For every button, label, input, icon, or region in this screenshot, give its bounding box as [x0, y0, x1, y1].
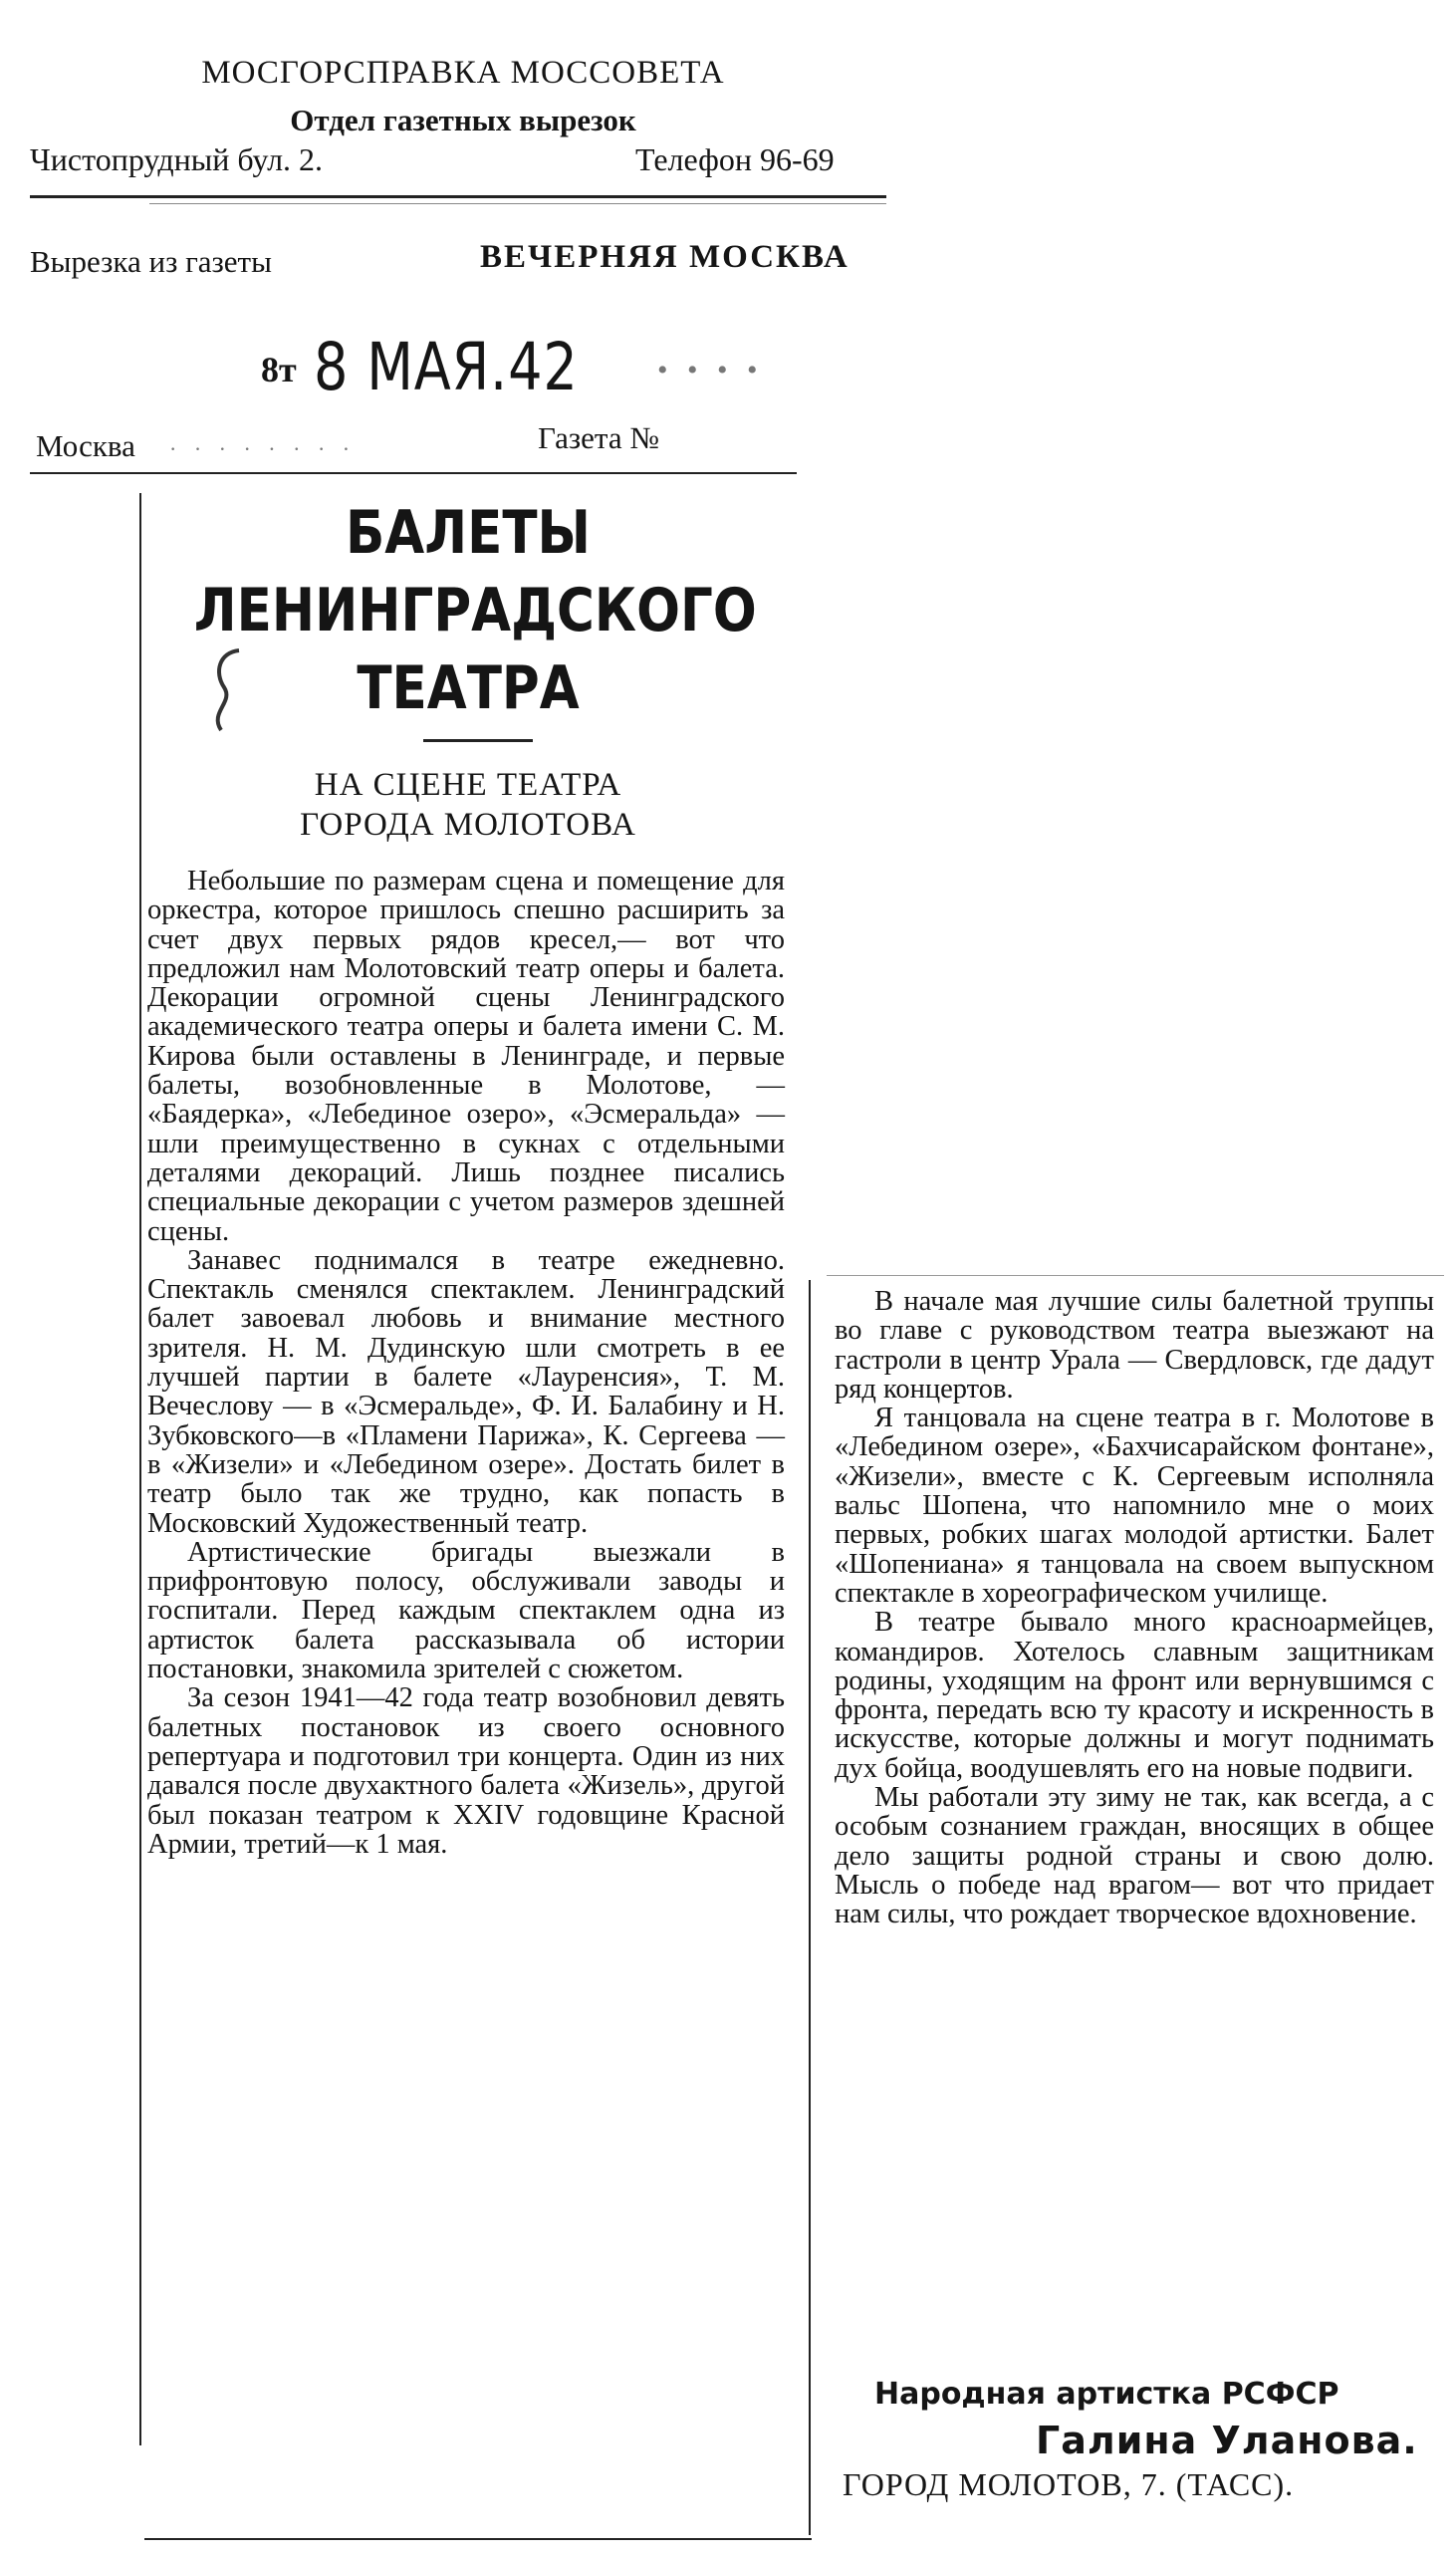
signature-name: Галина Уланова. — [1036, 2419, 1418, 2462]
article-left-column — [147, 867, 785, 1859]
paragraph: Мы работали эту зиму не так, как всегда, а с особым сознанием граждан, вносящих в общее дело защиты родной страны и свою долю. Мысль о победе над врагом— вот что придает нам силы, что рождает творческое вдохновение. — [835, 1782, 1434, 1930]
header-divider — [30, 195, 886, 198]
gazeta-number-label: Газета № — [538, 420, 659, 455]
department-name: Отдел газетных вырезок — [290, 103, 636, 137]
paragraph: Небольшие по размерам сцена и помещение для оркестра, которое пришлось спешно расширить за счет двух первых рядов кресел,— вот что предложил нам Молотовский театр оперы и балета. Декорации огромной сцены Ленинградского академического театра оперы и балета имени С. М. Кирова были оставлены в Ленинграде, и первые балеты, возобновленные в Молотове, — «Баядерка», «Лебединое озеро», «Эсмеральда» — шли преимущественно в сукнах с отдельными деталями декораций. Лишь позднее писались специальные декорации с учетом размеров здешней сцены. — [147, 866, 785, 1247]
subheadline-line-1: НА СЦЕНЕ ТЕАТРА — [314, 767, 622, 803]
paragraph: В театре бывало много красноармейцев, командиров. Хотелось славным защитникам родины, уходящим на фронт или вернувшимся с фронта, передать всю ту красоту и искренность в искусстве, которые должны и могут поднимать дух бойца, воодушевлять его на новые подвиги. — [835, 1607, 1434, 1784]
headline-line-2: ЛЕНИНГРАДСКОГО — [193, 576, 757, 645]
header-divider-thin — [149, 203, 886, 204]
address: Чистопрудный бул. 2. — [30, 141, 324, 177]
right-column-top-rule — [827, 1275, 1444, 1276]
headline-line-3: ТЕАТРА — [357, 653, 580, 723]
signature-title: Народная артистка РСФСР — [874, 2377, 1339, 2412]
paragraph: Артистические бригады выезжали в прифронтовую полосу, обслуживали заводы и госпитали. Перед каждым спектаклем одна из артисток балета рассказывала об истории постановки, знакомила зрителей с сюжетом. — [147, 1536, 785, 1685]
left-column-rule — [139, 493, 141, 2445]
date-stamp: 8 МАЯ.42 — [314, 329, 579, 405]
headline-underline — [423, 739, 533, 742]
paragraph: Я танцовала на сцене театра в г. Молотове в «Лебедином озере», «Бахчисарайском фонтане», «Жизели», вместе с К. Сергеевым исполняла вальс Шопена, что напомнило мне о моих первых, робких шагах молодой артистки. Балет «Шопениана» я танцовала на своем выпускном спектакле в хореографическом училище. — [835, 1403, 1434, 1609]
city-label: Москва — [36, 428, 135, 463]
organization-name: МОСГОРСПРАВКА МОССОВЕТА — [201, 55, 725, 91]
bottom-rule — [144, 2538, 812, 2540]
headline-line-1: БАЛЕТЫ — [345, 498, 592, 568]
column-divider — [809, 1280, 811, 2535]
paragraph: Занавес поднимался в театре ежедневно. Спектакль сменялся спектаклем. Ленинградский балет завоевал любовь и внимание местного зрителя. Н. М. Дудинскую шли смотреть в ее лучшей партии в балете «Лауренсия», Т. М. Вечеслову — в «Эсмеральде», Ф. И. Балабину и Н. Зубковского—в «Пламени Парижа», К. Сергеева — в «Жизели» и «Лебедином озере». Достать билет в театр было так же трудно, как попасть в Московский Художественный театр. — [147, 1244, 785, 1539]
meta-divider — [30, 472, 797, 474]
newspaper-name: ВЕЧЕРНЯЯ МОСКВА — [480, 239, 849, 275]
phone: Телефон 96-69 — [635, 141, 835, 177]
subheadline-line-2: ГОРОДА МОЛОТОВА — [300, 807, 636, 843]
date-stamp-prefix: 8т — [261, 350, 297, 389]
signature-place: ГОРОД МОЛОТОВ, 7. (ТАСС). — [843, 2466, 1295, 2502]
clipping-label: Вырезка из газеты — [30, 244, 272, 279]
stamp-smudge-dots: • • • • — [657, 354, 764, 386]
dotted-fill: · · · · · · · · — [169, 436, 357, 461]
paragraph: В начале мая лучшие силы балетной труппы во главе с руководством театра выезжают на гастроли в центр Урала — Свердловск, где дадут ряд концертов. — [835, 1286, 1434, 1405]
paragraph: За сезон 1941—42 года театр возобновил девять балетных постановок из своего основного репертуара и подготовил три концерта. Один из них давался после двухактного балета «Жизель», другой был показан театром к XXIV годовщине Красной Армии, третий—к 1 мая. — [147, 1682, 785, 1860]
article-right-column — [835, 1287, 1434, 1929]
